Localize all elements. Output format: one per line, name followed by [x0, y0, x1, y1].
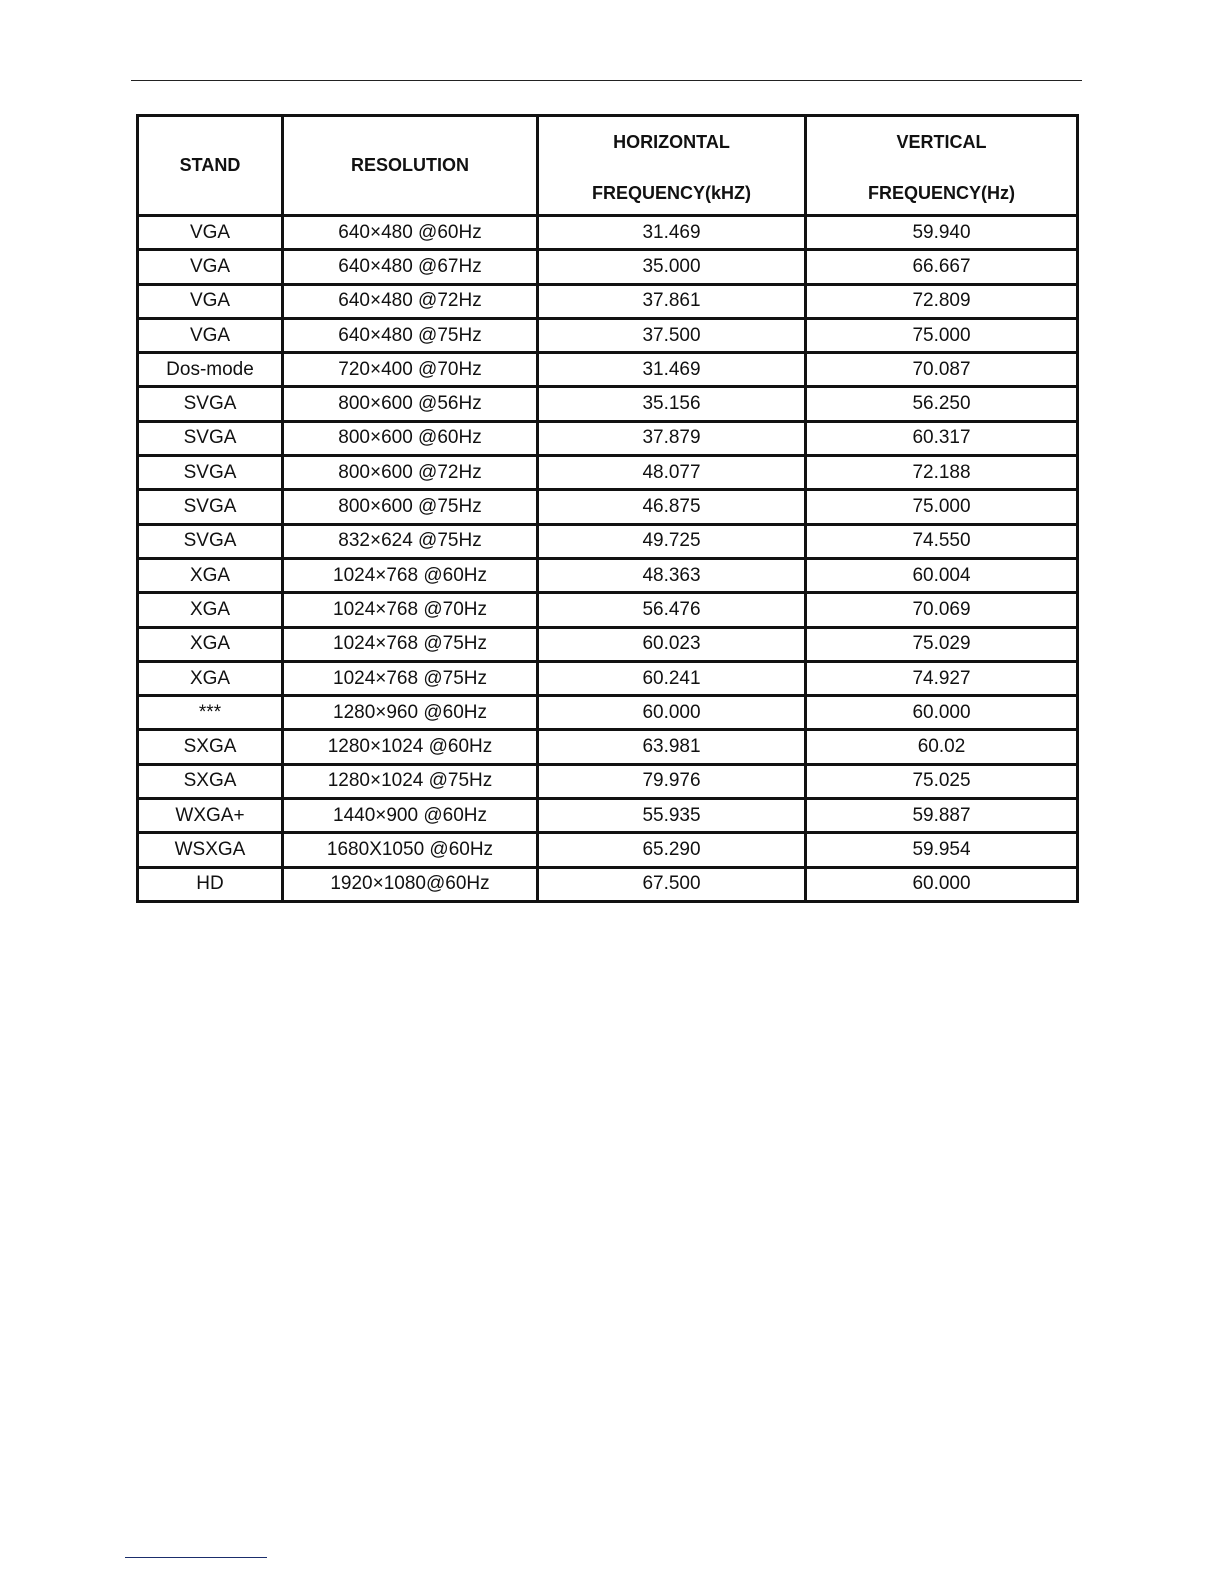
cell-stand: SXGA — [138, 764, 283, 798]
cell-stand: SXGA — [138, 730, 283, 764]
cell-resolution: 1440×900 @60Hz — [283, 799, 538, 833]
cell-horizontal: 35.156 — [538, 387, 806, 421]
table-row — [138, 593, 1078, 627]
cell-horizontal: 67.500 — [538, 867, 806, 901]
cell-horizontal: 48.077 — [538, 456, 806, 490]
cell-stand: *** — [138, 696, 283, 730]
cell-stand: VGA — [138, 216, 283, 250]
cell-resolution: 832×624 @75Hz — [283, 524, 538, 558]
table-row — [138, 318, 1078, 352]
cell-stand: SVGA — [138, 490, 283, 524]
cell-stand: XGA — [138, 593, 283, 627]
table-row — [138, 490, 1078, 524]
cell-vertical: 72.188 — [806, 456, 1078, 490]
cell-resolution: 1280×1024 @75Hz — [283, 764, 538, 798]
cell-vertical: 60.000 — [806, 696, 1078, 730]
cell-horizontal: 49.725 — [538, 524, 806, 558]
table-row — [138, 867, 1078, 901]
cell-vertical: 59.887 — [806, 799, 1078, 833]
cell-vertical: 60.000 — [806, 867, 1078, 901]
cell-resolution: 1024×768 @75Hz — [283, 661, 538, 695]
cell-stand: SVGA — [138, 456, 283, 490]
cell-resolution: 800×600 @75Hz — [283, 490, 538, 524]
table-row — [138, 558, 1078, 592]
cell-horizontal: 37.500 — [538, 318, 806, 352]
cell-horizontal: 46.875 — [538, 490, 806, 524]
header-stand: STAND — [138, 116, 283, 216]
table-row — [138, 456, 1078, 490]
header-horizontal-line1: HORIZONTAL — [613, 131, 730, 152]
cell-stand: SVGA — [138, 387, 283, 421]
cell-horizontal: 31.469 — [538, 216, 806, 250]
table-header — [138, 116, 1078, 216]
header-horizontal-line2: FREQUENCY(kHZ) — [591, 182, 751, 203]
cell-resolution: 640×480 @60Hz — [283, 216, 538, 250]
cell-vertical: 60.02 — [806, 730, 1078, 764]
cell-horizontal: 79.976 — [538, 764, 806, 798]
timing-mode-table — [136, 114, 1079, 903]
cell-horizontal: 35.000 — [538, 250, 806, 284]
cell-vertical: 56.250 — [806, 387, 1078, 421]
cell-vertical: 60.317 — [806, 421, 1078, 455]
cell-vertical: 74.927 — [806, 661, 1078, 695]
cell-resolution: 1280×1024 @60Hz — [283, 730, 538, 764]
cell-horizontal: 55.935 — [538, 799, 806, 833]
table-row — [138, 833, 1078, 867]
table-row — [138, 284, 1078, 318]
cell-stand: HD — [138, 867, 283, 901]
table-row — [138, 764, 1078, 798]
table-row — [138, 730, 1078, 764]
table-row — [138, 353, 1078, 387]
cell-resolution: 800×600 @56Hz — [283, 387, 538, 421]
cell-resolution: 640×480 @75Hz — [283, 318, 538, 352]
cell-horizontal: 37.879 — [538, 421, 806, 455]
cell-horizontal: 56.476 — [538, 593, 806, 627]
header-horizontal-frequency — [538, 116, 806, 216]
header-row — [138, 116, 1078, 216]
cell-stand: VGA — [138, 318, 283, 352]
cell-resolution: 1680X1050 @60Hz — [283, 833, 538, 867]
table-row — [138, 421, 1078, 455]
cell-resolution: 640×480 @67Hz — [283, 250, 538, 284]
cell-resolution: 800×600 @60Hz — [283, 421, 538, 455]
table-row — [138, 250, 1078, 284]
cell-resolution: 1280×960 @60Hz — [283, 696, 538, 730]
header-resolution: RESOLUTION — [283, 116, 538, 216]
cell-horizontal: 37.861 — [538, 284, 806, 318]
cell-vertical: 72.809 — [806, 284, 1078, 318]
table-row — [138, 627, 1078, 661]
cell-horizontal: 48.363 — [538, 558, 806, 592]
cell-stand: XGA — [138, 627, 283, 661]
cell-resolution: 720×400 @70Hz — [283, 353, 538, 387]
footer-rule — [125, 1557, 267, 1558]
cell-vertical: 75.025 — [806, 764, 1078, 798]
cell-stand: VGA — [138, 250, 283, 284]
cell-horizontal: 63.981 — [538, 730, 806, 764]
table-row — [138, 216, 1078, 250]
cell-vertical: 75.000 — [806, 490, 1078, 524]
table-row — [138, 524, 1078, 558]
cell-stand: XGA — [138, 661, 283, 695]
cell-stand: WSXGA — [138, 833, 283, 867]
cell-vertical: 59.954 — [806, 833, 1078, 867]
header-vertical-line1: VERTICAL — [896, 131, 987, 152]
cell-resolution: 1024×768 @75Hz — [283, 627, 538, 661]
cell-resolution: 800×600 @72Hz — [283, 456, 538, 490]
cell-resolution: 1920×1080@60Hz — [283, 867, 538, 901]
cell-vertical: 75.029 — [806, 627, 1078, 661]
cell-vertical: 66.667 — [806, 250, 1078, 284]
cell-vertical: 70.087 — [806, 353, 1078, 387]
cell-vertical: 74.550 — [806, 524, 1078, 558]
cell-horizontal: 60.023 — [538, 627, 806, 661]
cell-resolution: 1024×768 @70Hz — [283, 593, 538, 627]
table-body — [138, 216, 1078, 902]
cell-horizontal: 31.469 — [538, 353, 806, 387]
cell-stand: Dos-mode — [138, 353, 283, 387]
table-row — [138, 661, 1078, 695]
cell-horizontal: 60.000 — [538, 696, 806, 730]
cell-vertical: 75.000 — [806, 318, 1078, 352]
cell-resolution: 640×480 @72Hz — [283, 284, 538, 318]
cell-vertical: 60.004 — [806, 558, 1078, 592]
table-row — [138, 387, 1078, 421]
header-vertical-frequency — [806, 116, 1078, 216]
cell-stand: VGA — [138, 284, 283, 318]
header-vertical-line2: FREQUENCY(Hz) — [868, 182, 1015, 203]
cell-stand: SVGA — [138, 524, 283, 558]
cell-resolution: 1024×768 @60Hz — [283, 558, 538, 592]
table-row — [138, 799, 1078, 833]
cell-horizontal: 60.241 — [538, 661, 806, 695]
cell-stand: XGA — [138, 558, 283, 592]
cell-vertical: 59.940 — [806, 216, 1078, 250]
table-row — [138, 696, 1078, 730]
cell-horizontal: 65.290 — [538, 833, 806, 867]
cell-vertical: 70.069 — [806, 593, 1078, 627]
cell-stand: WXGA+ — [138, 799, 283, 833]
header-rule — [131, 80, 1082, 81]
cell-stand: SVGA — [138, 421, 283, 455]
